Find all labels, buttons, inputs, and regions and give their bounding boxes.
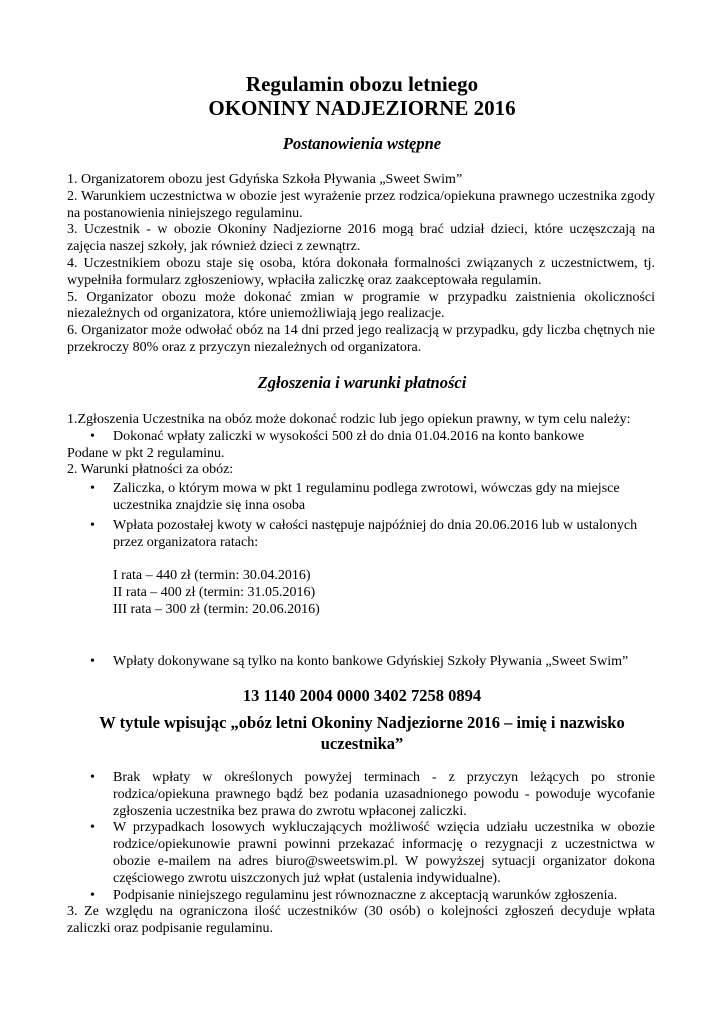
provision-item: 2. Warunkiem uczestnictwa w obozie jest wyrażenie przez rodzica/opiekuna prawnego uczestnika zgody na postanowienia niniejszego regulaminu. [67, 188, 655, 221]
payment-conditions-block [67, 412, 655, 619]
list-item-text: Wpłata pozostałej kwoty w całości następuje najpóźniej do dnia 20.06.2016 lub w ustalonych przez organizatora ratach: [113, 517, 638, 550]
installment-rate: I rata – 440 zł (termin: 30.04.2016) [113, 568, 311, 584]
transfer-title-instruction: W tytule wpisując „obóz letni Okoniny Nadjeziorne 2016 – imię i nazwisko uczestnika” [99, 713, 625, 753]
installment-rate: III rata – 300 zł (termin: 20.06.2016) [113, 601, 320, 617]
bullet-icon: • [90, 517, 95, 533]
provision-item: 4. Uczestnikiem obozu staje się osoba, która dokonała formalności związanych z uczestnictwem, tj. wypełniła formularz zgłoszeniowy, wpłaciła zaliczkę oraz zaakceptowała regulamin. [67, 255, 655, 288]
document-title-line1: Regulamin obozu letniego [245, 72, 479, 96]
list-item [67, 518, 655, 552]
list-item-text: Podpisanie niniejszego regulaminu jest równoznaczne z akceptacją warunków zgłoszenia. [113, 887, 618, 903]
bullet-icon: • [90, 887, 95, 903]
registration-intro: 1.Zgłoszenia Uczestnika na obóz może dokonać rodzic lub jego opiekun prawny, w tym celu należy: [67, 412, 631, 427]
bullet-icon: • [90, 654, 95, 669]
list-item-continuation: Podane w pkt 2 regulaminu. [67, 445, 225, 461]
participant-limit-clause: 3. Ze względu na ograniczona ilość uczestników (30 osób) o kolejności zgłoszeń decyduje wpłata zaliczki oraz podpisanie regulaminu. [67, 904, 655, 937]
list-item [67, 820, 655, 887]
list-item [67, 481, 655, 515]
list-item [67, 654, 655, 671]
bullet-icon: • [90, 428, 95, 444]
list-item-text: W przypadkach losowych wykluczających możliwość wzięcia udziału uczestnika w obozie rodzice/opiekunowie prawni powinni przekazać informację o rezygnacji z uczestnictwa w obozie e-mailem na adres biuro@sweetswim.pl. W powyższej sytuacji organizator dokona częściowego zwrotu uiszczonych już wpłat (ustalenia indywidualne). [113, 820, 655, 886]
payment-terms-heading: 2. Warunki płatności za obóz: [67, 462, 234, 478]
list-item [67, 770, 655, 820]
bullet-icon: • [90, 770, 95, 785]
installment-rate: II rata – 400 zł (termin: 31.05.2016) [113, 585, 316, 601]
list-item-text: Wpłaty dokonywane są tylko na konto bankowe Gdyńskiej Szkoły Pływania „Sweet Swim” [113, 654, 629, 669]
list-item [67, 888, 655, 905]
bullet-icon: • [90, 820, 95, 836]
list-item [67, 429, 655, 446]
bank-account-number: 13 1140 2004 0000 3402 7258 0894 [242, 686, 482, 705]
list-item-text: Dokonać wpłaty zaliczki w wysokości 500 zł do dnia 01.04.2016 na konto bankowe [113, 428, 585, 444]
list-item-text: Zaliczka, o którym mowa w pkt 1 regulaminu podlega zwrotowi, wówczas gdy na miejsce uczestnika znajdzie się inna osoba [113, 481, 620, 513]
additional-terms-block [67, 770, 655, 938]
bank-account-note [67, 654, 655, 671]
document-title-line2: OKONINY NADJEZIORNE 2016 [208, 96, 516, 120]
provision-item: 3. Uczestnik - w obozie Okoniny Nadjeziorne 2016 mogą brać udział dzieci, które uczęszczają na zajęcia naszej szkoły, jak również dzieci z zewnątrz. [67, 222, 655, 255]
bullet-icon: • [90, 481, 95, 497]
section-heading-preliminary: Postanowienia wstępne [282, 134, 442, 153]
provision-item: 1. Organizatorem obozu jest Gdyńska Szkoła Pływania „Sweet Swim” [67, 172, 463, 187]
provision-item: 5. Organizator obozu może dokonać zmian w programie w przypadku zaistnienia okoliczności niezależnych od organizatora, które uniemożliwiają jego realizacje. [67, 289, 655, 322]
list-item-text: Brak wpłaty w określonych powyżej terminach - z przyczyn leżących po stronie rodzica/opiekuna prawnego bądź bez podania uzasadnionego powodu - powoduje wycofanie zgłoszenia uczestnika bez prawa do zwrotu wpłaconej zaliczki. [113, 770, 655, 819]
preliminary-provisions-list [67, 172, 655, 357]
provision-item: 6. Organizator może odwołać obóz na 14 dni przed jego realizacją w przypadku, gdy liczba chętnych nie przekroczy 80% oraz z przyczyn niezależnych od organizatora. [67, 323, 655, 355]
section-heading-payments: Zgłoszenia i warunki płatności [257, 373, 467, 392]
